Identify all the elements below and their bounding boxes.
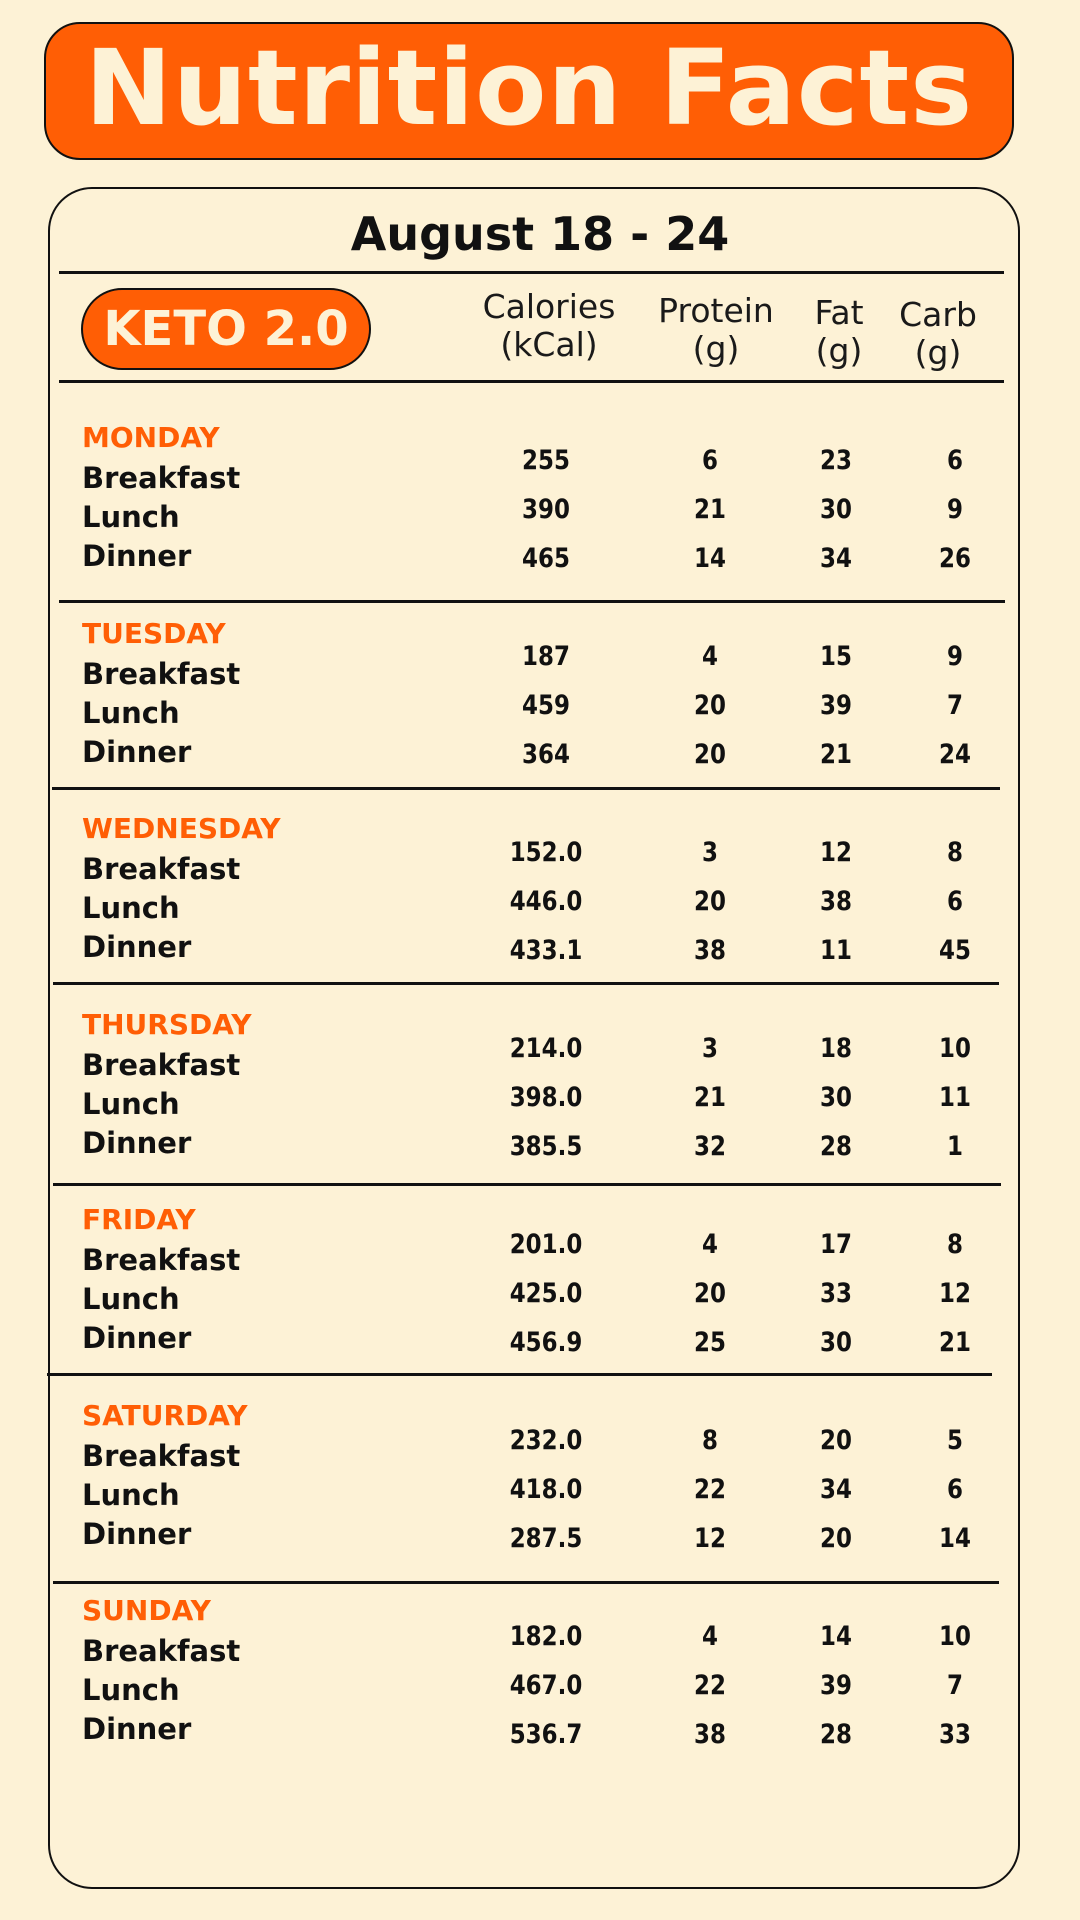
- meal-name: Lunch: [82, 1478, 180, 1512]
- meal-name: Dinner: [82, 1712, 192, 1746]
- calories-value: 182.0: [509, 1621, 583, 1652]
- fat-value: 34: [820, 543, 852, 574]
- meal-name: Breakfast: [82, 852, 241, 886]
- protein-value: 20: [694, 690, 726, 721]
- day-divider: [47, 1373, 992, 1376]
- meal-name: Dinner: [82, 930, 192, 964]
- column-header-calories-name: Calories: [482, 287, 616, 326]
- protein-value: 25: [694, 1327, 726, 1358]
- meal-name: Lunch: [82, 891, 180, 925]
- calories-value: 232.0: [509, 1425, 583, 1456]
- protein-value: 4: [702, 1621, 718, 1652]
- fat-value: 38: [820, 886, 852, 917]
- fat-value: 18: [820, 1033, 852, 1064]
- protein-value: 22: [694, 1474, 726, 1505]
- fat-value: 34: [820, 1474, 852, 1505]
- protein-value: 22: [694, 1670, 726, 1701]
- protein-value: 21: [694, 1082, 726, 1113]
- calories-value: 446.0: [509, 886, 583, 917]
- carb-value: 9: [947, 494, 963, 525]
- carb-value: 1: [947, 1131, 963, 1162]
- fat-value: 12: [820, 837, 852, 868]
- carb-value: 24: [939, 739, 971, 770]
- fat-value: 28: [820, 1719, 852, 1750]
- fat-value: 39: [820, 1670, 852, 1701]
- calories-value: 459: [522, 690, 570, 721]
- carb-value: 45: [939, 935, 971, 966]
- carb-value: 11: [939, 1082, 971, 1113]
- carb-value: 7: [947, 690, 963, 721]
- day-divider: [59, 600, 1005, 603]
- column-header-fat-name: Fat: [814, 293, 864, 332]
- calories-value: 433.1: [509, 935, 583, 966]
- calories-value: 465: [522, 543, 570, 574]
- carb-value: 21: [939, 1327, 971, 1358]
- fat-value: 30: [820, 1082, 852, 1113]
- page-title: Nutrition Facts: [84, 27, 974, 149]
- meal-name: Breakfast: [82, 461, 241, 495]
- carb-value: 6: [947, 886, 963, 917]
- meal-name: Dinner: [82, 1126, 192, 1160]
- meal-name: Dinner: [82, 539, 192, 573]
- fat-value: 39: [820, 690, 852, 721]
- carb-value: 14: [939, 1523, 971, 1554]
- day-divider: [52, 787, 1000, 790]
- carb-value: 6: [947, 445, 963, 476]
- day-name: WEDNESDAY: [82, 812, 281, 845]
- protein-value: 20: [694, 739, 726, 770]
- plan-badge: [81, 288, 371, 370]
- protein-value: 38: [694, 1719, 726, 1750]
- meal-name: Lunch: [82, 696, 180, 730]
- carb-value: 9: [947, 641, 963, 672]
- column-header-calories: [473, 288, 625, 364]
- protein-value: 8: [702, 1425, 718, 1456]
- day-divider: [53, 982, 999, 985]
- column-header-protein: [646, 292, 786, 368]
- carb-value: 8: [947, 837, 963, 868]
- column-header-fat: [796, 294, 882, 370]
- carb-value: 10: [939, 1033, 971, 1064]
- day-name: FRIDAY: [82, 1203, 196, 1236]
- protein-value: 21: [694, 494, 726, 525]
- protein-value: 32: [694, 1131, 726, 1162]
- protein-value: 4: [702, 1229, 718, 1260]
- calories-value: 385.5: [509, 1131, 583, 1162]
- fat-value: 17: [820, 1229, 852, 1260]
- carb-value: 26: [939, 543, 971, 574]
- protein-value: 20: [694, 1278, 726, 1309]
- fat-value: 11: [820, 935, 852, 966]
- calories-value: 398.0: [509, 1082, 583, 1113]
- header-divider-top: [59, 271, 1004, 274]
- protein-value: 3: [702, 1033, 718, 1064]
- plan-badge-label: KETO 2.0: [103, 301, 349, 357]
- carb-value: 10: [939, 1621, 971, 1652]
- carb-value: 5: [947, 1425, 963, 1456]
- calories-value: 456.9: [509, 1327, 583, 1358]
- meal-name: Breakfast: [82, 1439, 241, 1473]
- meal-name: Breakfast: [82, 1634, 241, 1668]
- fat-value: 15: [820, 641, 852, 672]
- day-divider: [53, 1581, 999, 1584]
- meal-name: Breakfast: [82, 1048, 241, 1082]
- protein-value: 4: [702, 641, 718, 672]
- column-header-carb-unit: (g): [914, 333, 962, 372]
- date-range: August 18 - 24: [350, 207, 730, 261]
- day-name: TUESDAY: [82, 617, 226, 650]
- calories-value: 214.0: [509, 1033, 583, 1064]
- meal-name: Dinner: [82, 1517, 192, 1551]
- protein-value: 3: [702, 837, 718, 868]
- calories-value: 536.7: [509, 1719, 583, 1750]
- fat-value: 14: [820, 1621, 852, 1652]
- column-header-carb: [888, 296, 988, 372]
- meal-name: Lunch: [82, 1673, 180, 1707]
- day-name: THURSDAY: [82, 1008, 252, 1041]
- fat-value: 20: [820, 1523, 852, 1554]
- calories-value: 287.5: [509, 1523, 583, 1554]
- calories-value: 418.0: [509, 1474, 583, 1505]
- column-header-fat-unit: (g): [815, 331, 863, 370]
- fat-value: 23: [820, 445, 852, 476]
- fat-value: 28: [820, 1131, 852, 1162]
- protein-value: 38: [694, 935, 726, 966]
- day-name: SATURDAY: [82, 1399, 248, 1432]
- carb-value: 12: [939, 1278, 971, 1309]
- carb-value: 6: [947, 1474, 963, 1505]
- carb-value: 8: [947, 1229, 963, 1260]
- day-divider: [53, 1183, 1001, 1186]
- calories-value: 425.0: [509, 1278, 583, 1309]
- column-header-protein-unit: (g): [692, 329, 740, 368]
- fat-value: 20: [820, 1425, 852, 1456]
- calories-value: 390: [522, 494, 570, 525]
- protein-value: 14: [694, 543, 726, 574]
- title-banner: [44, 22, 1014, 160]
- meal-name: Breakfast: [82, 657, 241, 691]
- carb-value: 7: [947, 1670, 963, 1701]
- protein-value: 12: [694, 1523, 726, 1554]
- fat-value: 30: [820, 1327, 852, 1358]
- protein-value: 20: [694, 886, 726, 917]
- calories-value: 467.0: [509, 1670, 583, 1701]
- calories-value: 201.0: [509, 1229, 583, 1260]
- calories-value: 255: [522, 445, 570, 476]
- fat-value: 30: [820, 494, 852, 525]
- meal-name: Breakfast: [82, 1243, 241, 1277]
- meal-name: Lunch: [82, 500, 180, 534]
- day-name: MONDAY: [82, 421, 220, 454]
- meal-name: Dinner: [82, 735, 192, 769]
- fat-value: 33: [820, 1278, 852, 1309]
- day-name: SUNDAY: [82, 1594, 211, 1627]
- column-header-carb-name: Carb: [899, 295, 977, 334]
- protein-value: 6: [702, 445, 718, 476]
- meal-name: Lunch: [82, 1282, 180, 1316]
- calories-value: 187: [522, 641, 570, 672]
- carb-value: 33: [939, 1719, 971, 1750]
- meal-name: Dinner: [82, 1321, 192, 1355]
- calories-value: 364: [522, 739, 570, 770]
- header-divider-bottom: [59, 380, 1004, 383]
- column-header-protein-name: Protein: [658, 291, 774, 330]
- fat-value: 21: [820, 739, 852, 770]
- column-header-calories-unit: (kCal): [500, 325, 598, 364]
- calories-value: 152.0: [509, 837, 583, 868]
- meal-name: Lunch: [82, 1087, 180, 1121]
